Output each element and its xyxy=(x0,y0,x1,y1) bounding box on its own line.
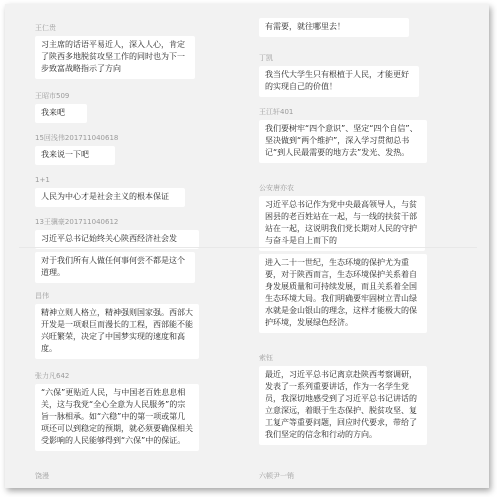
comment-bubble: 习近平总书记作为党中央最高领导人，与贫困县的老百姓站在一起，与一线的扶贫干部站在一起，这说明我们党长期对人民的守护与奋斗是自上而下的 xyxy=(259,196,425,251)
comment-username: 王昭市509 xyxy=(35,92,70,100)
comment-bubble: 精神立则人格立，精神强则国家强。西部大开发是一项艰巨而漫长的工程，西部能不能兴旺繁荣，决定了中国梦实现的速度和高度。 xyxy=(35,304,199,359)
comment-bubble: 我来说一下吧 xyxy=(35,146,115,165)
comment-bubble: 人民为中心才是社会主义的根本保证 xyxy=(35,188,185,207)
comment-bubble: 习近平总书记始终关心陕西经济社会发 xyxy=(35,230,199,249)
comment-column-right xyxy=(249,4,477,488)
comment-username: 王江轩401 xyxy=(259,108,294,116)
comment-username: 公安唐亦农 xyxy=(259,184,294,192)
comment-bubble: 我们要树牢“四个意识”、坚定“四个自信”、坚决做到“两个维护”，深入学习贯彻总书记“到人民最需要的地方去”发光、发热。 xyxy=(259,120,427,163)
comment-bubble: “六保”更贴近人民，与中国老百姓息息相关，这与我党“全心全意为人民服务”的宗旨一脉相承。如“六稳”中的第一项或第几项还可以到稳定的预期，就必须要确保相关受影响的人民能够得到“六保”中的保证。 xyxy=(35,384,199,451)
comment-username: 王仁贵 xyxy=(35,24,56,32)
comment-bubble: 有需要，就往哪里去！ xyxy=(259,18,409,37)
chat-screenshot xyxy=(5,4,489,488)
comment-username: 饶漫 xyxy=(35,472,49,480)
comment-username: 六顿尹一销 xyxy=(259,472,294,480)
comment-bubble: 进入二十一世纪，生态环境的保护尤为重要，对于陕西而言，生态环境保护关系着自身发展质量和可持续发展，而且关系着全国生态环境大局。我们明确要牢固树立青山绿水就是金山银山的理念，这样才能极大的保护环境，发展绿色经济。 xyxy=(259,254,427,333)
comment-bubble: 我当代大学生只有根植于人民，才能更好的实现自己的价值！ xyxy=(259,66,419,97)
comment-username: 1+1 xyxy=(35,176,50,184)
comment-bubble: 习主席的话语平易近人，深入人心，肯定了陕西多地脱贫攻坚工作的同时也为下一步致富战略指示了方向 xyxy=(35,36,195,79)
comment-username: 索钰 xyxy=(259,354,273,362)
comment-username: 张力凡642 xyxy=(35,372,70,380)
comment-username: 13王骥豪201711040612 xyxy=(35,218,119,226)
section-divider xyxy=(249,247,477,248)
comment-column-left xyxy=(19,4,251,488)
comment-bubble: 最近，习近平总书记离京赴陕西考察调研，发表了一系列重要讲话，作为一名学生党员，我深切地感受到了习近平总书记讲话的立意深远，着眼于生态保护、脱贫攻坚、复工复产等重要问题，回应时代要求，带给了我们坚定的信念和行动的方向。 xyxy=(259,366,427,445)
comment-bubble: 对于我们所有人做任何事何尝不都是这个道理。 xyxy=(35,252,195,283)
comment-username: 丁凯 xyxy=(259,54,273,62)
comment-username: 15回浅伟201711040618 xyxy=(35,134,119,142)
section-divider xyxy=(19,247,251,248)
comment-bubble: 我来吧 xyxy=(35,104,87,123)
comment-username: 昌伟 xyxy=(35,292,49,300)
